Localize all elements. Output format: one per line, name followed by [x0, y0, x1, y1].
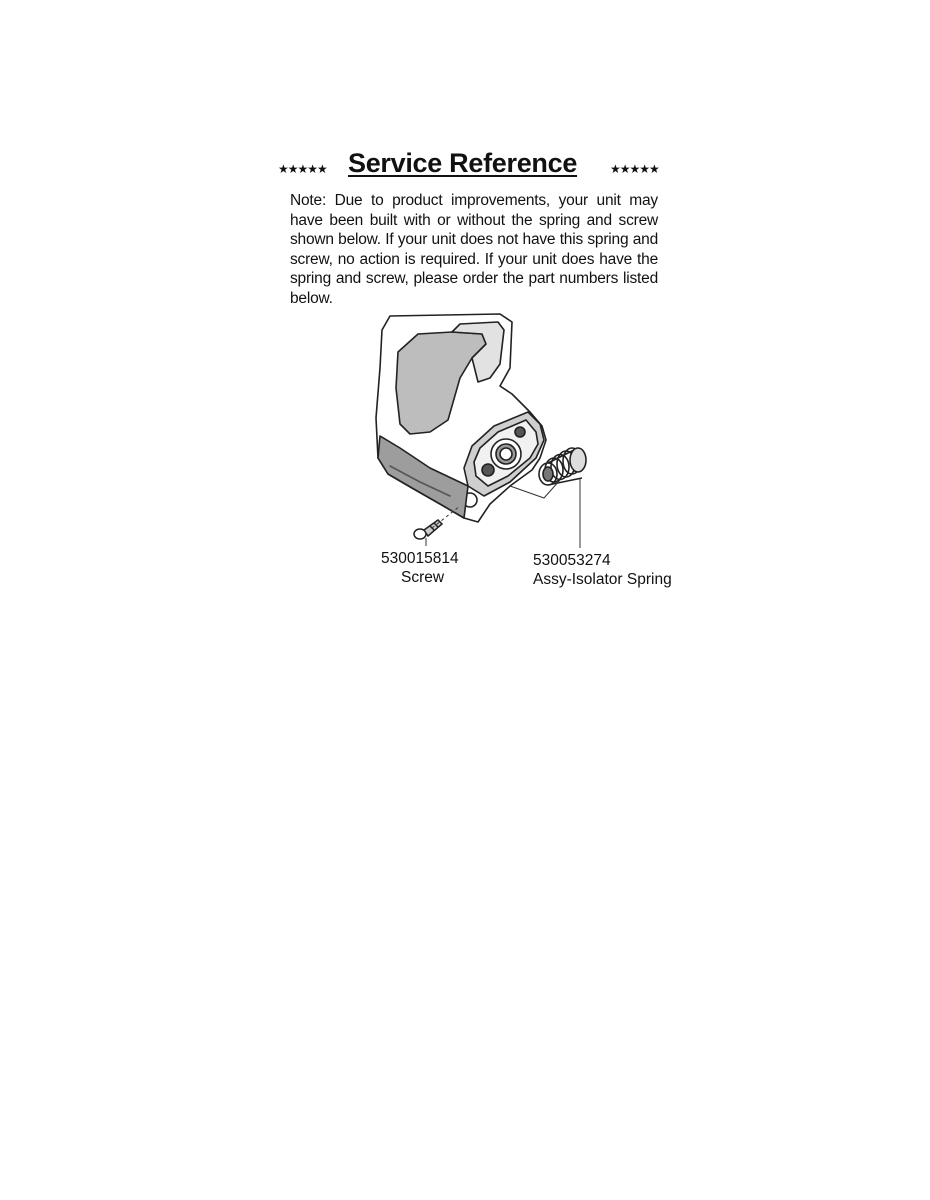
handle-assembly-illustration: [360, 308, 700, 548]
grip-opening: [396, 332, 486, 434]
screw-part-name: Screw: [401, 569, 445, 586]
stars-left: ★★★★★: [278, 162, 327, 176]
stars-right: ★★★★★: [610, 162, 659, 176]
service-reference-header: [276, 146, 662, 186]
note-paragraph: Note: Due to product improvements, your unit may have been built with or without the spring and screw shown below. If your unit does not have this spring and screw, no action is required. If your unit does have the spring and screw, please order the part numbers listed below.: [290, 192, 658, 307]
spring-part-name: Assy-Isolator Spring: [533, 571, 672, 588]
spring-part-number: 530053274: [533, 552, 611, 569]
spring-icon: [539, 448, 586, 485]
screw-part-number: 530015814: [381, 550, 459, 567]
page-title: Service Reference: [348, 148, 578, 178]
